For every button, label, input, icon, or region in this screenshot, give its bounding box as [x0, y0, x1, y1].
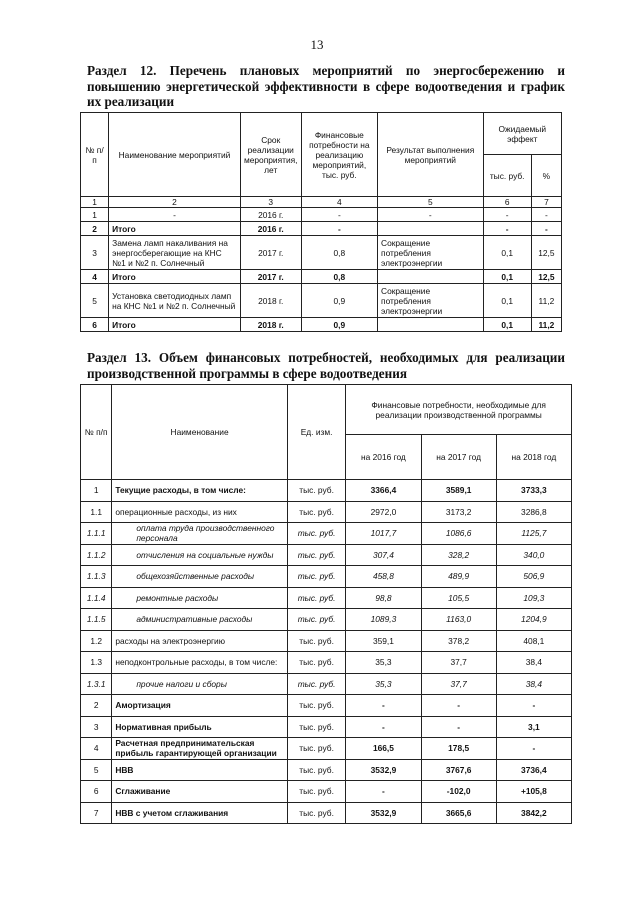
- row-num: 1.1: [81, 501, 112, 523]
- header-effect-rub: тыс. руб.: [483, 155, 531, 197]
- item-name: оплата труда производственного персонала: [112, 523, 288, 545]
- value-2017: 1086,6: [421, 523, 496, 545]
- value-2018: 506,9: [496, 566, 571, 588]
- header-2016: на 2016 год: [346, 435, 421, 480]
- value-2017: 489,9: [421, 566, 496, 588]
- value-2018: 38,4: [496, 673, 571, 695]
- table-row: [81, 270, 562, 284]
- value-2017: -: [421, 695, 496, 717]
- row-num: 1.2: [81, 630, 112, 652]
- value-2018: 1125,7: [496, 523, 571, 545]
- item-unit: тыс. руб.: [287, 587, 346, 609]
- measure-name: Итого: [109, 222, 241, 236]
- header-unit: Ед. изм.: [287, 385, 346, 480]
- effect-pct: -: [531, 208, 561, 222]
- table-row: [81, 236, 562, 270]
- row-num: 3: [81, 236, 109, 270]
- row-num: 1.1.5: [81, 609, 112, 631]
- value-2016: 3366,4: [346, 480, 421, 502]
- row-num: 7: [81, 802, 112, 824]
- row-num: 2: [81, 222, 109, 236]
- header-term: Срок реализации мероприятия, лет: [240, 113, 301, 197]
- effect-rub: 0,1: [483, 270, 531, 284]
- item-unit: тыс. руб.: [287, 523, 346, 545]
- measure-name: Итого: [109, 318, 241, 332]
- measure-result: [378, 222, 484, 236]
- row-num: 6: [81, 781, 112, 803]
- effect-pct: 11,2: [531, 284, 561, 318]
- row-num: 1.1.1: [81, 523, 112, 545]
- header-name: Наименование мероприятий: [109, 113, 241, 197]
- column-number: 6: [483, 197, 531, 208]
- table-row: [81, 208, 562, 222]
- effect-rub: 0,1: [483, 318, 531, 332]
- effect-pct: 12,5: [531, 236, 561, 270]
- value-2017: 178,5: [421, 738, 496, 760]
- measure-term: 2018 г.: [240, 318, 301, 332]
- value-2018: -: [496, 738, 571, 760]
- item-unit: тыс. руб.: [287, 652, 346, 674]
- row-num: 5: [81, 284, 109, 318]
- measure-term: 2016 г.: [240, 222, 301, 236]
- value-2016: -: [346, 781, 421, 803]
- page-number: 13: [310, 37, 324, 52]
- value-2018: 408,1: [496, 630, 571, 652]
- header-name: Наименование: [112, 385, 288, 480]
- measure-name: Установка светодиодных ламп на КНС №1 и №2 п. Солнечный: [109, 284, 241, 318]
- table-row: [81, 652, 572, 674]
- header-num: № п/п: [81, 385, 112, 480]
- measure-name: Замена ламп накаливания на энергосберегающие на КНС №1 и №2 п. Солнечный: [109, 236, 241, 270]
- value-2018: 340,0: [496, 544, 571, 566]
- value-2018: 3286,8: [496, 501, 571, 523]
- item-name: Расчетная предпринимательская прибыль гарантирующей организации: [112, 738, 288, 760]
- section-12-title: Раздел 12. Перечень плановых мероприятий по энергосбережению и повышению энергетической эффективности в сфере водоотведения и график их реализации: [87, 63, 565, 109]
- item-unit: тыс. руб.: [287, 716, 346, 738]
- row-num: 3: [81, 716, 112, 738]
- item-name: НВВ с учетом сглаживания: [112, 802, 288, 824]
- header-result: Результат выполнения мероприятий: [378, 113, 484, 197]
- value-2017: 37,7: [421, 673, 496, 695]
- section-13-title: Раздел 13. Объем финансовых потребностей, необходимых для реализации производственной программы в сфере водоотведения: [87, 350, 565, 381]
- table-row: [81, 566, 572, 588]
- item-unit: тыс. руб.: [287, 695, 346, 717]
- item-unit: тыс. руб.: [287, 609, 346, 631]
- measure-result: Сокращение потребления электроэнергии: [378, 236, 484, 270]
- item-unit: тыс. руб.: [287, 802, 346, 824]
- value-2017: 3665,6: [421, 802, 496, 824]
- energy-measures-table: [80, 112, 562, 332]
- item-unit: тыс. руб.: [287, 781, 346, 803]
- effect-pct: 12,5: [531, 270, 561, 284]
- measure-finance: 0,9: [301, 284, 377, 318]
- table-row: [81, 716, 572, 738]
- item-name: неподконтрольные расходы, в том числе:: [112, 652, 288, 674]
- header-2017: на 2017 год: [421, 435, 496, 480]
- value-2016: 35,3: [346, 652, 421, 674]
- item-name: административные расходы: [112, 609, 288, 631]
- row-num: 1.1.3: [81, 566, 112, 588]
- row-num: 4: [81, 738, 112, 760]
- table-row: [81, 802, 572, 824]
- row-num: 6: [81, 318, 109, 332]
- item-unit: тыс. руб.: [287, 738, 346, 760]
- value-2018: -: [496, 695, 571, 717]
- item-name: ремонтные расходы: [112, 587, 288, 609]
- value-2018: 109,3: [496, 587, 571, 609]
- value-2017: -102,0: [421, 781, 496, 803]
- row-num: 1: [81, 208, 109, 222]
- measure-term: 2017 г.: [240, 236, 301, 270]
- header-finance: Финансовые потребности на реализацию мероприятий, тыс. руб.: [301, 113, 377, 197]
- value-2016: 1089,3: [346, 609, 421, 631]
- item-unit: тыс. руб.: [287, 480, 346, 502]
- item-name: операционные расходы, из них: [112, 501, 288, 523]
- value-2016: 35,3: [346, 673, 421, 695]
- row-num: 1.1.4: [81, 587, 112, 609]
- table-row: [81, 222, 562, 236]
- row-num: 1.1.2: [81, 544, 112, 566]
- table-row: [81, 673, 572, 695]
- value-2018: 3,1: [496, 716, 571, 738]
- item-unit: тыс. руб.: [287, 630, 346, 652]
- item-name: прочие налоги и сборы: [112, 673, 288, 695]
- value-2017: -: [421, 716, 496, 738]
- table-row: [81, 480, 572, 502]
- value-2018: 38,4: [496, 652, 571, 674]
- value-2017: 3173,2: [421, 501, 496, 523]
- header-effect: Ожидаемый эффект: [483, 113, 561, 155]
- measure-name: Итого: [109, 270, 241, 284]
- header-num: № п/п: [81, 113, 109, 197]
- table-row: [81, 609, 572, 631]
- measure-finance: -: [301, 222, 377, 236]
- row-num: 1.3: [81, 652, 112, 674]
- header-finance: Финансовые потребности, необходимые для реализации производственной программы: [346, 385, 572, 435]
- item-unit: тыс. руб.: [287, 501, 346, 523]
- item-name: Амортизация: [112, 695, 288, 717]
- value-2017: 3589,1: [421, 480, 496, 502]
- item-unit: тыс. руб.: [287, 673, 346, 695]
- effect-rub: -: [483, 222, 531, 236]
- measure-result: Сокращение потребления электроэнергии: [378, 284, 484, 318]
- item-name: Нормативная прибыль: [112, 716, 288, 738]
- value-2018: 3736,4: [496, 759, 571, 781]
- measure-term: 2018 г.: [240, 284, 301, 318]
- item-name: общехозяйственные расходы: [112, 566, 288, 588]
- table-row: [81, 759, 572, 781]
- value-2017: 328,2: [421, 544, 496, 566]
- effect-rub: 0,1: [483, 284, 531, 318]
- table-row: [81, 738, 572, 760]
- column-number: 1: [81, 197, 109, 208]
- item-name: Текущие расходы, в том числе:: [112, 480, 288, 502]
- item-name: отчисления на социальные нужды: [112, 544, 288, 566]
- row-num: 1.3.1: [81, 673, 112, 695]
- measure-result: [378, 270, 484, 284]
- effect-pct: -: [531, 222, 561, 236]
- item-name: НВВ: [112, 759, 288, 781]
- row-num: 5: [81, 759, 112, 781]
- header-2018: на 2018 год: [496, 435, 571, 480]
- value-2018: 1204,9: [496, 609, 571, 631]
- table-row: [81, 695, 572, 717]
- value-2017: 3767,6: [421, 759, 496, 781]
- measure-finance: -: [301, 208, 377, 222]
- effect-rub: 0,1: [483, 236, 531, 270]
- table-row: [81, 318, 562, 332]
- table-row: [81, 501, 572, 523]
- value-2016: 2972,0: [346, 501, 421, 523]
- item-name: Сглаживание: [112, 781, 288, 803]
- value-2016: 166,5: [346, 738, 421, 760]
- value-2017: 1163,0: [421, 609, 496, 631]
- column-number: 7: [531, 197, 561, 208]
- value-2018: 3733,3: [496, 480, 571, 502]
- item-unit: тыс. руб.: [287, 759, 346, 781]
- row-num: 2: [81, 695, 112, 717]
- column-number: 3: [240, 197, 301, 208]
- measure-term: 2017 г.: [240, 270, 301, 284]
- value-2016: 1017,7: [346, 523, 421, 545]
- value-2016: -: [346, 716, 421, 738]
- column-number: 5: [378, 197, 484, 208]
- header-effect-pct: %: [531, 155, 561, 197]
- measure-finance: 0,8: [301, 236, 377, 270]
- column-number: 4: [301, 197, 377, 208]
- value-2016: 307,4: [346, 544, 421, 566]
- column-number: 2: [109, 197, 241, 208]
- value-2018: 3842,2: [496, 802, 571, 824]
- value-2017: 105,5: [421, 587, 496, 609]
- measure-finance: 0,8: [301, 270, 377, 284]
- effect-rub: -: [483, 208, 531, 222]
- value-2016: 3532,9: [346, 759, 421, 781]
- measure-finance: 0,9: [301, 318, 377, 332]
- table-row: [81, 544, 572, 566]
- value-2017: 37,7: [421, 652, 496, 674]
- table-row: [81, 284, 562, 318]
- table-row: [81, 630, 572, 652]
- row-num: 4: [81, 270, 109, 284]
- item-unit: тыс. руб.: [287, 544, 346, 566]
- value-2018: +105,8: [496, 781, 571, 803]
- measure-name: -: [109, 208, 241, 222]
- value-2016: 359,1: [346, 630, 421, 652]
- value-2017: 378,2: [421, 630, 496, 652]
- value-2016: 458,8: [346, 566, 421, 588]
- measure-result: -: [378, 208, 484, 222]
- value-2016: 98,8: [346, 587, 421, 609]
- financial-needs-table: [80, 384, 572, 824]
- table-row: [81, 587, 572, 609]
- item-name: расходы на электроэнергию: [112, 630, 288, 652]
- row-num: 1: [81, 480, 112, 502]
- value-2016: 3532,9: [346, 802, 421, 824]
- item-unit: тыс. руб.: [287, 566, 346, 588]
- measure-result: [378, 318, 484, 332]
- table-row: [81, 781, 572, 803]
- table-row: [81, 523, 572, 545]
- effect-pct: 11,2: [531, 318, 561, 332]
- measure-term: 2016 г.: [240, 208, 301, 222]
- value-2016: -: [346, 695, 421, 717]
